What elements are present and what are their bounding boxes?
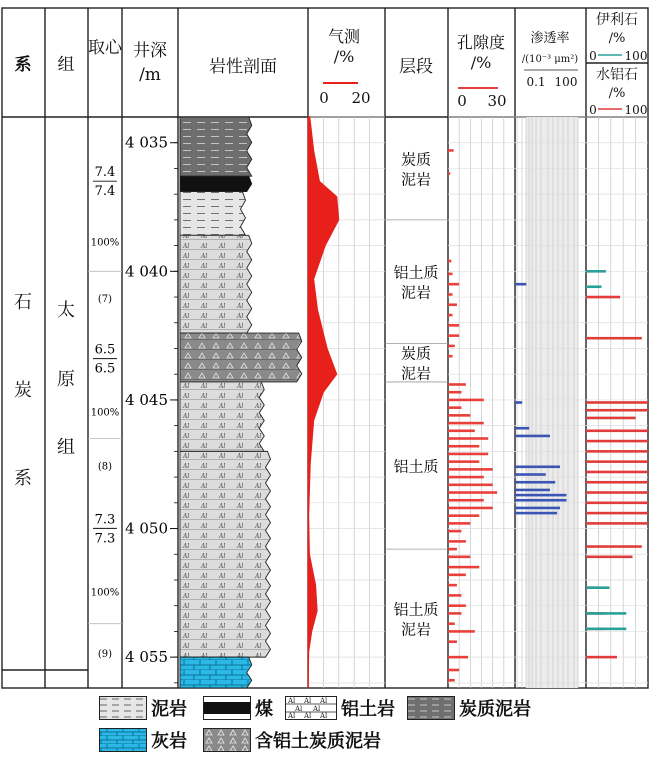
permeability-bar [515, 435, 550, 438]
header-interval: 层段 [399, 57, 433, 77]
porosity-bar [448, 460, 479, 463]
depth-tick-label: 4 055 [125, 648, 168, 667]
header-depth-2: /m [139, 65, 161, 85]
depth-tick-label: 4 040 [125, 262, 168, 281]
illite-bar [586, 270, 606, 273]
perm-scale-min: 0.1 [526, 75, 546, 89]
header-boehmite-1: 水铝石 [596, 67, 638, 83]
legend-item-limestone [99, 727, 187, 753]
boehmite-bar [586, 512, 648, 515]
lithology-column [180, 117, 302, 688]
legend-item-al-carb-mudstone [203, 727, 381, 753]
porosity-bar [448, 604, 466, 607]
porosity-bar [448, 594, 461, 597]
boehmite-bar [586, 491, 648, 494]
legend-label-carb-mudstone: 炭质泥岩 [459, 699, 531, 720]
permeability-bar [515, 481, 555, 484]
permeability-bar [515, 494, 567, 497]
interval-label: 铝土质 [393, 457, 439, 476]
boehmite-bar [586, 337, 642, 340]
core-label: (8) [97, 461, 113, 473]
group-column [57, 300, 75, 458]
porosity-bar [448, 422, 484, 425]
porosity-bar [448, 334, 459, 337]
header-perm-2: /(10⁻³ μm²) [521, 54, 579, 65]
al-carb-mudstone-swatch [203, 728, 251, 752]
header-gas-1: 气测 [327, 27, 361, 46]
porosity-bar [448, 260, 451, 263]
illite-scale-max: 100 [624, 49, 648, 63]
permeability-bar [515, 512, 557, 515]
porosity-bar [448, 679, 455, 682]
porosity-bar [448, 491, 497, 494]
porosity-bar [448, 584, 457, 587]
lithology-bauxite [180, 235, 252, 333]
boehmite-bar [586, 296, 620, 299]
header-illite-2: /% [608, 31, 626, 46]
header-boehmite-2: /% [608, 86, 626, 101]
illite-bar [586, 586, 610, 589]
porosity-bar [448, 273, 452, 276]
header-lithology: 岩性剖面 [209, 57, 277, 77]
interval-label: 炭质 [400, 344, 432, 363]
legend-label-mudstone: 泥岩 [151, 699, 187, 720]
system-column [14, 292, 32, 489]
svg-text:Al: Al [304, 697, 312, 705]
core-label: 100% [90, 237, 120, 249]
boehmite-bar [586, 409, 648, 412]
porosity-bar [448, 437, 488, 440]
svg-text:Al: Al [320, 712, 328, 720]
boehmite-bar [586, 481, 648, 484]
header-perm-1: 渗透率 [530, 31, 570, 46]
porosity-bar [448, 548, 457, 551]
perm-shade [526, 117, 578, 688]
porosity-bar [448, 355, 452, 358]
core-label: (7) [97, 294, 113, 306]
porosity-bar [448, 383, 466, 386]
legend-label-al-carb-mudstone: 含铝土炭质泥岩 [255, 731, 381, 752]
header-system: 系 [14, 55, 32, 75]
permeability-bar [515, 507, 560, 510]
lithology-coal [180, 176, 252, 191]
boehmite-bar [586, 545, 642, 548]
porosity-bar [448, 429, 475, 432]
svg-text:Al: Al [288, 712, 296, 720]
depth-tick-label: 4 045 [125, 390, 168, 409]
lithology-mudstone [180, 192, 246, 236]
boehmite-bar [586, 460, 648, 463]
interval-label: 铝土质 [393, 263, 439, 282]
porosity-bar [448, 406, 461, 409]
group-char-1: 太 [57, 300, 75, 321]
porosity-bar [448, 345, 455, 348]
porosity-bar [448, 540, 466, 543]
svg-text:Al: Al [295, 705, 303, 713]
porosity-bar [448, 484, 493, 487]
core-label: 100% [90, 407, 120, 419]
boehmite-bar [586, 440, 648, 443]
permeability-bar [515, 489, 550, 492]
legend-label-coal: 煤 [255, 699, 273, 720]
header-core-1 [88, 38, 123, 58]
porosity-bar [448, 399, 484, 402]
porosity-bar [448, 507, 493, 510]
core-ratio-bottom: 6.5 [94, 361, 116, 377]
legend-label-limestone: 灰岩 [151, 731, 187, 752]
porosity-bar [448, 622, 455, 625]
boehmite-bar [586, 417, 636, 420]
interval-column [385, 150, 448, 638]
legend-item-mudstone [99, 695, 187, 721]
porosity-bar [448, 172, 450, 175]
core-label: 100% [90, 587, 120, 599]
limestone-swatch [99, 728, 147, 752]
interval-label: 泥岩 [400, 364, 432, 383]
depth-tick-label: 4 035 [125, 133, 168, 152]
porosity-bar [448, 283, 459, 286]
interval-label: 铝土质 [393, 600, 439, 619]
header-porosity-1: 孔隙度 [456, 33, 506, 52]
illite-bar [586, 612, 626, 615]
porosity-bar [448, 476, 484, 479]
porosity-bar [448, 453, 488, 456]
core-ratio-bottom: 7.3 [94, 531, 116, 547]
core-column [88, 165, 122, 660]
porosity-bar [448, 293, 452, 296]
gas-scale-min: 0 [319, 89, 329, 107]
boehmite-bar [586, 522, 648, 525]
porosity-bar [448, 574, 466, 577]
perm-scale-max: 100 [554, 75, 578, 89]
interval-label: 泥岩 [400, 620, 432, 639]
group-char-3: 组 [57, 437, 75, 458]
porosity-bar [448, 468, 493, 471]
legend-item-carb-mudstone [407, 695, 531, 721]
boehmite-bar [586, 556, 633, 559]
permeability-bar [515, 427, 529, 430]
lithology-legend [95, 693, 565, 753]
porosity-bar [448, 530, 461, 533]
lithology-carb-mudstone [180, 117, 252, 176]
porosity-bar [448, 566, 479, 569]
porosity-bar [448, 314, 452, 317]
legend-item-bauxite [285, 695, 395, 721]
header-illite-1: 伊利石 [596, 12, 638, 28]
porosity-bar [448, 630, 475, 633]
legend-label-bauxite: 铝土岩 [341, 699, 395, 720]
permeability-bar [515, 401, 522, 404]
illite-bar [586, 285, 602, 288]
porosity-bar [448, 445, 479, 448]
system-char-3: 系 [14, 468, 32, 489]
porosity-bar [448, 324, 459, 327]
core-ratio-top: 7.4 [94, 165, 116, 181]
boehmite-bar [586, 401, 648, 404]
legend-item-coal [203, 695, 273, 721]
coal-swatch [203, 696, 251, 720]
porosity-bar [448, 499, 484, 502]
system-char-2: 炭 [14, 380, 32, 401]
core-ratio-top: 7.3 [94, 512, 116, 528]
depth-tick-label: 4 050 [125, 519, 168, 538]
boehmite-bar [586, 450, 648, 453]
porosity-bar [448, 522, 470, 525]
system-char-1: 石 [14, 292, 32, 313]
core-ratio-bottom: 7.4 [94, 184, 116, 200]
porosity-track [448, 149, 497, 681]
column-headers [15, 11, 648, 117]
porosity-scale-min: 0 [457, 92, 467, 110]
permeability-bar [515, 499, 567, 502]
gas-scale-max: 20 [351, 89, 371, 107]
lithology-bauxite [180, 382, 264, 451]
boehmite-scale-min: 0 [589, 103, 597, 117]
header-depth-1: 井深 [133, 41, 167, 61]
permeability-bar [515, 473, 546, 476]
permeability-bar [515, 283, 526, 286]
group-char-2: 原 [57, 369, 75, 390]
interval-label: 泥岩 [400, 170, 432, 189]
boehmite-scale-max: 100 [624, 103, 648, 117]
porosity-bar [448, 656, 468, 659]
interval-label: 炭质 [400, 150, 432, 169]
porosity-scale-max: 30 [487, 92, 507, 110]
mudstone-swatch [99, 696, 147, 720]
bauxite-swatch [285, 696, 337, 720]
header-porosity-2: /% [470, 53, 492, 72]
porosity-bar [448, 391, 461, 394]
core-label: (9) [97, 649, 113, 661]
porosity-bar [448, 556, 470, 559]
svg-text:Al: Al [320, 697, 328, 705]
core-ratio-top: 6.5 [94, 342, 116, 358]
porosity-bar [448, 149, 454, 152]
carb-mudstone-swatch [407, 696, 455, 720]
illite-scale-min: 0 [589, 49, 597, 63]
clay-track [586, 270, 648, 658]
header-gas-2: /% [333, 47, 355, 66]
lithology-al-carb-mudstone [180, 333, 302, 382]
porosity-bar [448, 303, 457, 306]
header-group: 组 [57, 55, 75, 75]
lithology-bauxite [180, 451, 271, 657]
porosity-bar [448, 640, 457, 643]
permeability-bar [515, 466, 560, 469]
boehmite-bar [586, 656, 617, 659]
lithology-limestone [180, 657, 252, 688]
depth-axis [125, 117, 178, 683]
svg-text:Al: Al [313, 705, 321, 713]
illite-bar [586, 628, 626, 631]
porosity-bar [448, 612, 461, 615]
header-core-a: 取心 [88, 38, 122, 58]
svg-text:Al: Al [304, 712, 312, 720]
porosity-bar [448, 669, 459, 672]
interval-label: 泥岩 [400, 283, 432, 302]
boehmite-bar [586, 429, 648, 432]
svg-text:Al: Al [288, 697, 296, 705]
porosity-bar [448, 514, 479, 517]
boehmite-bar [586, 471, 648, 474]
boehmite-bar [586, 502, 648, 505]
porosity-bar [448, 414, 470, 417]
